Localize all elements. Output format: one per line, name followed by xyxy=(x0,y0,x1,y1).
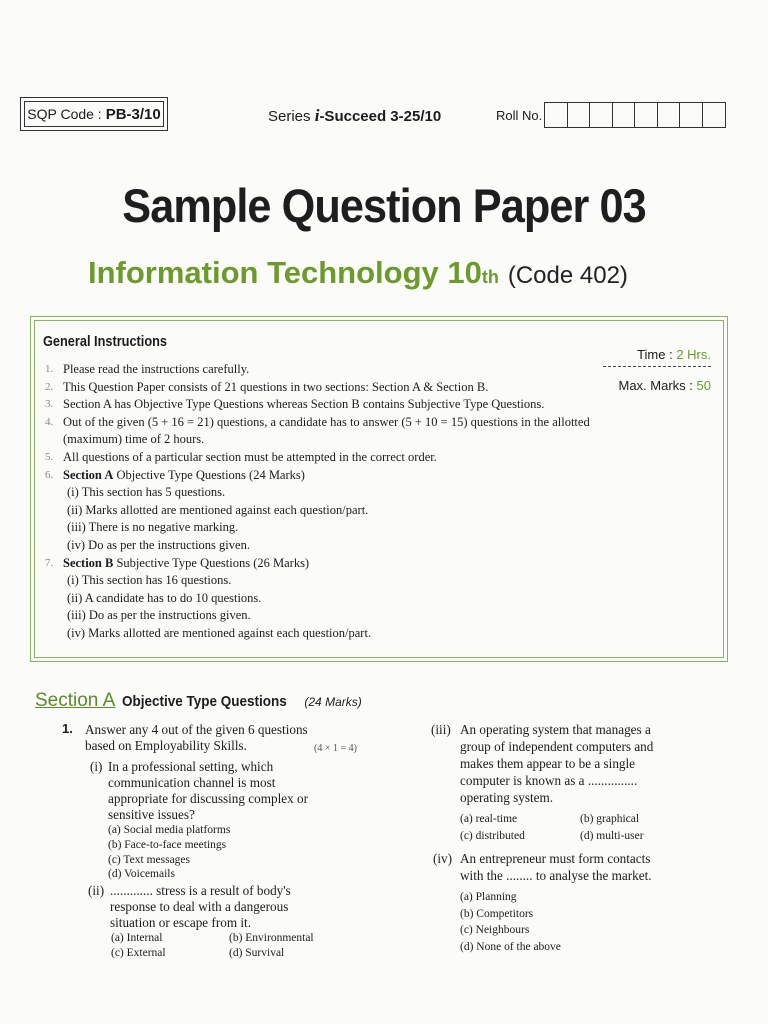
subquestion-number: (iii) xyxy=(431,722,451,737)
instruction-item: 2. This Question Paper consists of 21 questions in two sections: Section A & Section B. xyxy=(45,379,489,394)
section-a-marks: (24 Marks) xyxy=(304,695,362,709)
answer-option: (c) distributed xyxy=(460,830,525,842)
instruction-subitem: (iii) Do as per the instructions given. xyxy=(67,608,251,623)
answer-option: (a) Planning xyxy=(460,891,517,903)
question-text: communication channel is most xyxy=(108,775,276,790)
question-text: An operating system that manages a xyxy=(460,722,651,737)
subquestion-number: (i) xyxy=(90,759,103,774)
subquestion-number: (ii) xyxy=(88,883,105,898)
series-value: -Succeed 3-25/10 xyxy=(319,108,442,125)
instruction-subitem: (iv) Do as per the instructions given. xyxy=(67,537,250,552)
marks-label: Max. Marks : xyxy=(618,378,693,393)
instruction-subitem: (i) This section has 5 questions. xyxy=(67,485,226,500)
section-a-title: Objective Type Questions xyxy=(122,693,288,710)
time-label: Time : xyxy=(637,347,673,362)
question-text: group of independent computers and xyxy=(460,739,654,754)
instruction-item: 1. Please read the instructions carefully. xyxy=(45,362,250,376)
instruction-subitem: (i) This section has 16 questions. xyxy=(67,573,232,588)
instruction-item: 7. Section B Subjective Type Questions (26 Marks) xyxy=(45,555,310,570)
question-text: response to deal with a dangerous xyxy=(110,899,289,914)
answer-option: (a) Social media platforms xyxy=(108,824,231,836)
subject-name: Information Technology 10 xyxy=(88,255,482,290)
question-number: 1. xyxy=(62,721,73,736)
sqp-code-label: SQP Code : xyxy=(27,106,102,122)
answer-option: (d) Voicemails xyxy=(108,868,175,880)
question-text: Answer any 4 out of the given 6 questions xyxy=(85,722,308,737)
answer-option: (b) Competitors xyxy=(460,908,534,920)
subquestion-number: (iv) xyxy=(433,851,453,866)
answer-option: (c) External xyxy=(111,947,166,959)
question-text: computer is known as a ............... xyxy=(460,773,638,788)
roll-no-label: Roll No. xyxy=(496,108,543,123)
instruction-item: 6. Section A Objective Type Questions (24 Marks) xyxy=(45,467,305,482)
subject-code: (Code 402) xyxy=(507,262,628,289)
question-text: An entrepreneur must form contacts xyxy=(460,851,651,866)
answer-option: (d) None of the above xyxy=(460,941,561,953)
instructions-heading: General Instructions xyxy=(43,333,167,350)
answer-option: (c) Neighbours xyxy=(460,924,530,936)
paper-title: Sample Question Paper 03 xyxy=(122,179,646,232)
instruction-item: 5. All questions of a particular section must be attempted in the correct order. xyxy=(45,449,437,464)
answer-option: (b) Environmental xyxy=(229,932,314,944)
sqp-code-value: PB-3/10 xyxy=(105,105,161,123)
series-i: i xyxy=(314,106,320,125)
question-text: situation or escape from it. xyxy=(110,915,251,930)
subject-sup: th xyxy=(481,267,499,287)
question-text: ............. stress is a result of body's xyxy=(110,883,291,898)
answer-option: (d) Survival xyxy=(229,947,285,959)
question-text: appropriate for discussing complex or xyxy=(108,791,308,806)
question-text: sensitive issues? xyxy=(108,807,195,822)
answer-option: (a) Internal xyxy=(111,932,163,944)
instruction-subitem: (ii) Marks allotted are mentioned against each question/part. xyxy=(67,502,369,517)
question-text: based on Employability Skills. xyxy=(85,738,247,753)
question-text: In a professional setting, which xyxy=(108,759,274,774)
instruction-subitem: (ii) A candidate has to do 10 questions. xyxy=(67,590,262,605)
marks-value: 50 xyxy=(696,378,711,393)
instruction-subitem: (iv) Marks allotted are mentioned against each question/part. xyxy=(67,625,372,640)
series-label: Series xyxy=(268,108,311,125)
question-marks: (4 × 1 = 4) xyxy=(314,743,357,754)
instruction-subitem: (iii) There is no negative marking. xyxy=(67,520,239,535)
instruction-item: 4. Out of the given (5 + 16 = 21) questions, a candidate has to answer (5 + 10 = 15) questions in the allotted (maximum) time of 2 hours. xyxy=(45,414,590,447)
answer-option: (b) graphical xyxy=(580,813,640,825)
section-a-label: Section A xyxy=(35,690,116,711)
answer-option: (d) multi-user xyxy=(580,830,644,842)
instruction-item: 3. Section A has Objective Type Questions whereas Section B contains Subjective Type Questions. xyxy=(45,397,545,412)
question-text: operating system. xyxy=(460,790,554,805)
time-value: 2 Hrs. xyxy=(676,347,711,362)
question-text: makes them appear to be a single xyxy=(460,756,636,771)
answer-option: (b) Face-to-face meetings xyxy=(108,839,227,851)
answer-option: (c) Text messages xyxy=(108,854,191,866)
question-text: with the ........ to analyse the market. xyxy=(460,868,652,883)
answer-option: (a) real-time xyxy=(460,813,518,825)
